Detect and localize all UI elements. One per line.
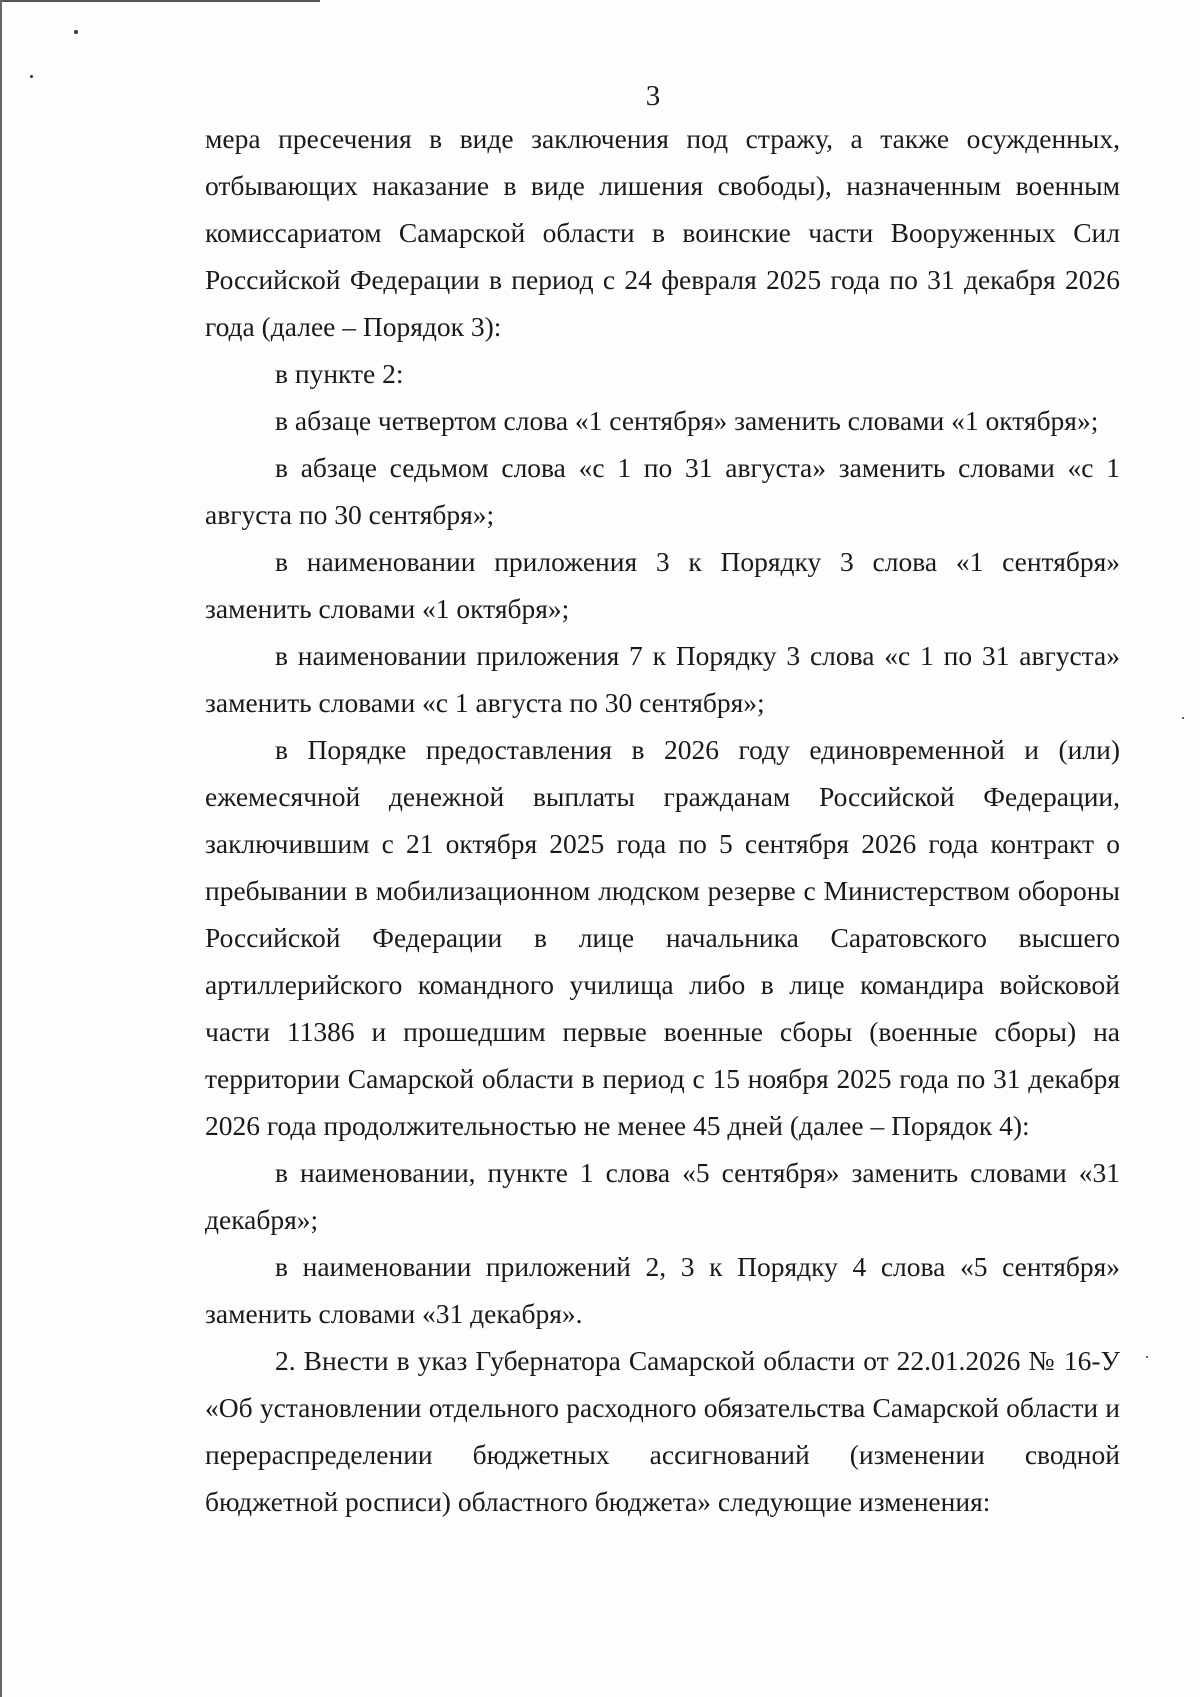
paragraph: в наименовании, пункте 1 слова «5 сентября» заменить словами «31 декабря»; [205,1157,1120,1235]
paragraph: в абзаце седьмом слова «с 1 по 31 августа» заменить словами «с 1 августа по 30 сентября»; [205,452,1120,530]
paragraph: в наименовании приложения 7 к Порядку 3 слова «с 1 по 31 августа» заменить словами «с 1 августа по 30 сентября»; [205,640,1120,718]
paragraph: в наименовании приложений 2, 3 к Порядку 4 слова «5 сентября» заменить словами «31 декабря». [205,1251,1120,1329]
paragraph: в Порядке предоставления в 2026 году единовременной и (или) ежемесячной денежной выплаты гражданам Российской Федерации, заключившим с 21 октября 2025 года по 5 сентября 2026 года контракт о пребывании в мобилизационном людском резерве с Министерством обороны Российской Федерации в лице начальника Саратовского высшего артиллерийского командного училища либо в лице командира войсковой части 11386 и прошедшим первые военные сборы (военные сборы) на территории Самарской области в период с 15 ноября 2025 года по 31 декабря 2026 года продолжительностью не менее 45 дней (далее – Порядок 4): [205,734,1120,1141]
scan-speck [74,30,78,34]
paragraph: мера пресечения в виде заключения под стражу, а также осужденных, отбывающих наказание в виде лишения свободы), назначенным военным комиссариатом Самарской области в воинские части Вооруженных Сил Российской Федерации в период с 24 февраля 2025 года по 31 декабря 2026 года (далее – Порядок 3): [205,123,1120,342]
scan-speck [1146,1356,1148,1358]
paragraph: в пункте 2: [275,358,404,389]
scan-edge-left [0,0,2,1697]
paragraph: в наименовании приложения 3 к Порядку 3 слова «1 сентября» заменить словами «1 октября»; [205,546,1120,624]
page-number: 3 [645,80,661,112]
paragraph: 2. Внести в указ Губернатора Самарской области от 22.01.2026 № 16-У «Об установлении отдельного расходного обязательства Самарской области и перераспределении бюджетных ассигнований (изменении сводной бюджетной росписи) областного бюджета» следующие изменения: [205,1345,1120,1517]
paragraph: в абзаце четвертом слова «1 сентября» заменить словами «1 октября»; [275,405,1099,436]
document-body [205,115,1120,1525]
scan-speck [1182,717,1184,719]
scan-edge-top [0,0,320,2]
